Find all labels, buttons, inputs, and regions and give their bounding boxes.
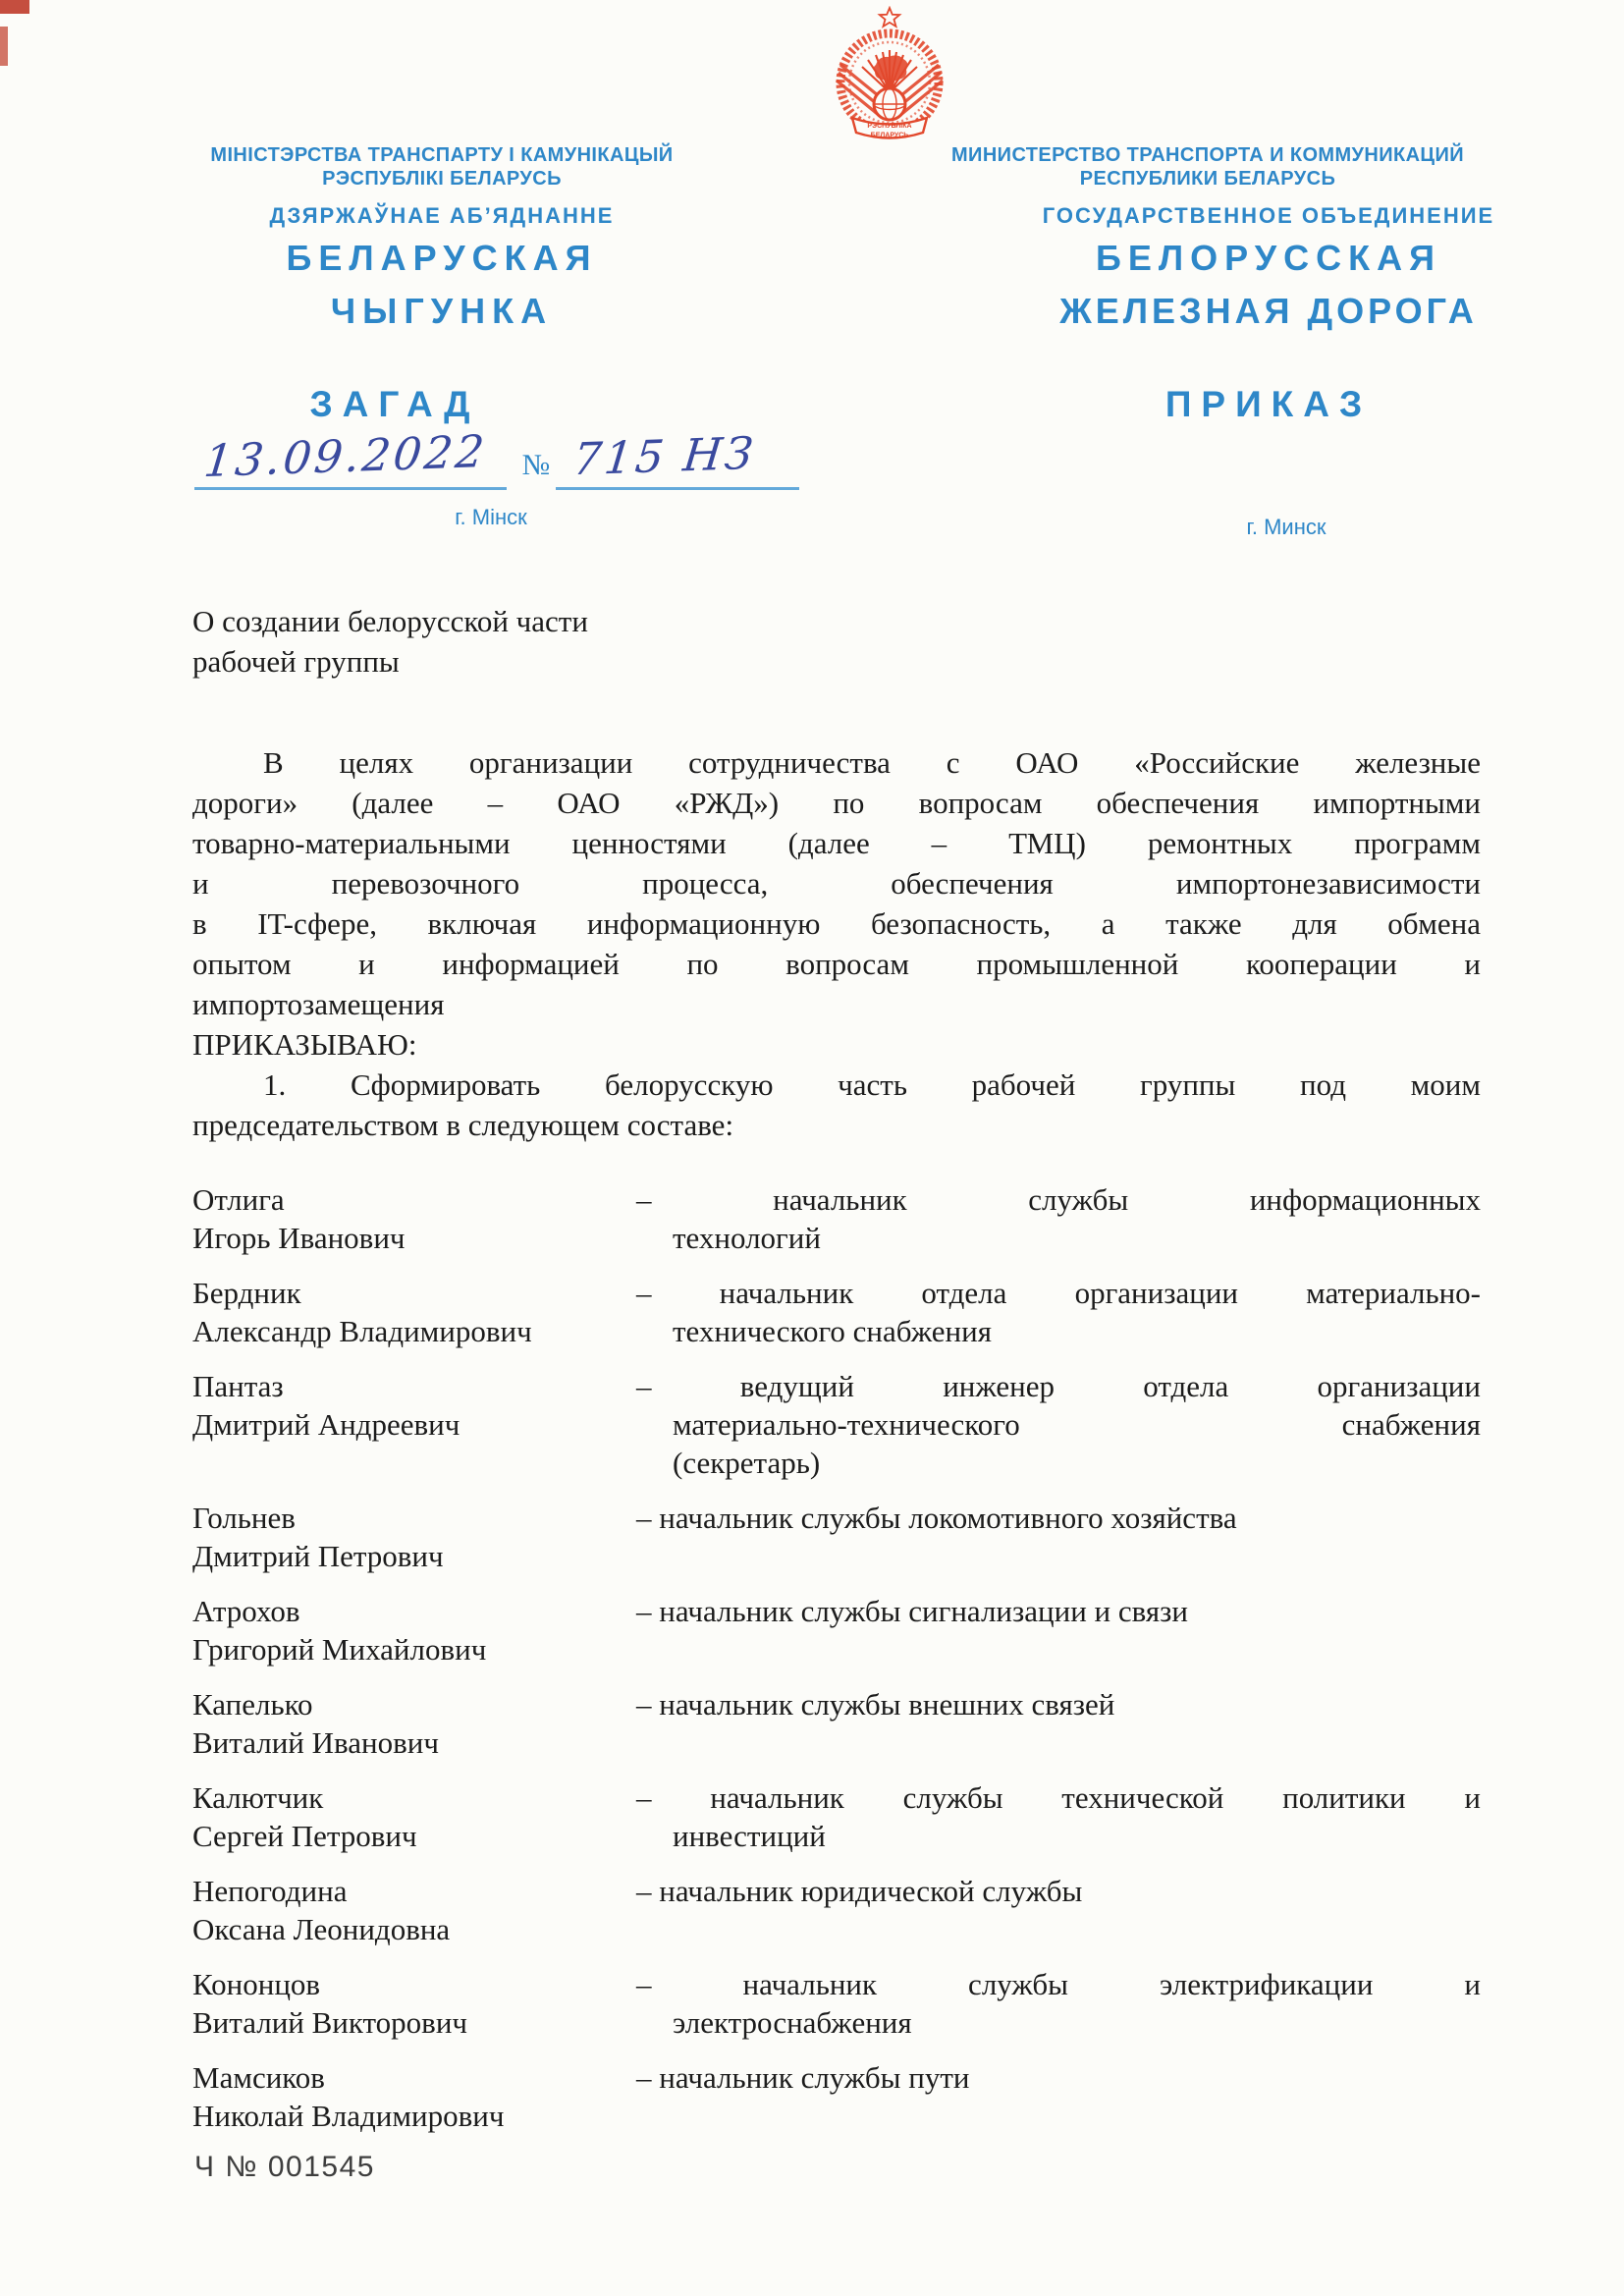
para-line: дороги» (далее – ОАО «РЖД») по вопросам обеспечения импортными (192, 786, 1481, 820)
organization-name-line1: БЕЛОРУССКАЯ (1096, 238, 1441, 278)
para-line: В целях организации сотрудничества с ОАО «Российские железные (263, 745, 1481, 780)
member-position: – ведущий инженер отдела организации (636, 1369, 1481, 1403)
member-position: – начальник службы внешних связей (636, 1687, 1115, 1722)
scan-artifact (0, 27, 8, 66)
association-name: ДЗЯРЖАЎНАЕ АБ’ЯДНАННЕ (269, 203, 615, 228)
member-surname: Капелько (192, 1687, 313, 1722)
belarus-contour (874, 55, 908, 82)
member-fullname: Игорь Иванович (192, 1221, 406, 1255)
member-fullname: Виталий Иванович (192, 1725, 439, 1760)
subject-line: О создании белорусской части (192, 604, 588, 638)
member-fullname: Александр Владимирович (192, 1314, 532, 1348)
handwritten-date: 13.09.2022 (201, 424, 490, 488)
item-line: председательством в следующем составе: (192, 1108, 734, 1142)
organization-name-line1: БЕЛАРУСКАЯ (286, 238, 598, 278)
order-body (192, 742, 1481, 2135)
city-minsk-belarusian: г. Мінск (455, 505, 527, 529)
document-type-belarusian: ЗАГАД (309, 384, 480, 424)
organization-name-line2: ЧЫГУНКА (330, 291, 554, 331)
para-line: и перевозочного процесса, обеспечения импортонезависимости (192, 866, 1481, 901)
member-surname: Пантаз (192, 1369, 284, 1403)
member-fullname: Дмитрий Петрович (192, 1539, 444, 1573)
ministry-name-line2: РЕСПУБЛИКИ БЕЛАРУСЬ (1079, 168, 1336, 190)
handwritten-number: 715 НЗ (570, 426, 759, 486)
para-line: в IT-сфере, включая информационную безопасность, а также для обмена (192, 906, 1481, 941)
para-line: опытом и информацией по вопросам промышленной кооперации и (192, 947, 1481, 981)
member-surname: Мамсиков (192, 2060, 325, 2095)
member-position: – начальник службы технической политики и (636, 1780, 1481, 1815)
member-surname: Калютчик (192, 1780, 324, 1815)
city-minsk-russian: г. Минск (1246, 515, 1326, 539)
organization-name-line2: ЖЕЛЕЗНАЯ ДОРОГА (1059, 291, 1478, 331)
member-fullname: Григорий Михайлович (192, 1632, 487, 1667)
scan-artifact (0, 0, 29, 14)
member-position: (секретарь) (673, 1446, 821, 1480)
member-position: – начальник службы информационных (636, 1182, 1481, 1217)
document-type-russian: ПРИКАЗ (1164, 384, 1373, 424)
member-fullname: Николай Владимирович (192, 2099, 505, 2133)
member-position: – начальник службы электрификации и (636, 1967, 1481, 2001)
para-line: товарно-материальными ценностями (далее – ТМЦ) ремонтных программ (192, 826, 1481, 860)
member-surname: Отлига (192, 1182, 285, 1217)
member-surname: Бердник (192, 1276, 301, 1310)
member-position: – начальник службы пути (636, 2060, 970, 2095)
members-list (192, 1180, 1481, 2135)
subject-heading (192, 601, 588, 682)
member-position: технического снабжения (673, 1314, 992, 1348)
member-position: материально-технического снабжения (673, 1407, 1481, 1442)
member-position: – начальник службы сигнализации и связи (636, 1594, 1188, 1628)
member-surname: Атрохов (192, 1594, 300, 1628)
member-fullname: Сергей Петрович (192, 1819, 417, 1853)
number-sign: № (521, 449, 551, 481)
ribbon-text-1: РЭСПУБЛІКА (867, 123, 912, 130)
letterhead-russian (933, 143, 1495, 425)
member-surname: Непогодина (192, 1874, 348, 1908)
coat-of-arms-belarus (827, 6, 952, 145)
member-fullname: Оксана Леонидовна (192, 1912, 451, 1946)
member-position: – начальник отдела организации материально- (636, 1276, 1481, 1310)
ministry-name-line2: РЭСПУБЛІКІ БЕЛАРУСЬ (322, 168, 562, 190)
para-line: импортозамещения (192, 987, 445, 1021)
member-position: электроснабжения (673, 2005, 912, 2040)
association-name: ГОСУДАРСТВЕННОЕ ОБЪЕДИНЕНИЕ (1042, 203, 1495, 228)
blank-form-number: Ч № 001545 (194, 2151, 375, 2183)
ministry-name-line1: МИНИСТЕРСТВО ТРАНСПОРТА И КОММУНИКАЦИЙ (951, 144, 1464, 166)
order-word: ПРИКАЗЫВАЮ: (192, 1027, 417, 1062)
letterhead-belarusian (177, 143, 707, 425)
member-surname: Гольнев (192, 1501, 296, 1535)
item-line: 1. Сформировать белорусскую часть рабочей группы под моим (263, 1067, 1481, 1102)
member-fullname: Виталий Викторович (192, 2005, 467, 2040)
member-surname: Кононцов (192, 1967, 321, 2001)
subject-line: рабочей группы (192, 644, 400, 679)
date-number-line (194, 424, 799, 490)
date-underline (194, 424, 507, 490)
ministry-name-line1: МІНІСТЭРСТВА ТРАНСПАРТУ І КАМУНІКАЦЫЙ (210, 144, 674, 166)
star-icon (880, 8, 899, 27)
member-position: – начальник службы локомотивного хозяйства (636, 1501, 1237, 1535)
member-fullname: Дмитрий Андреевич (192, 1407, 460, 1442)
member-position: инвестиций (673, 1819, 826, 1853)
member-position: технологий (673, 1221, 821, 1255)
member-position: – начальник юридической службы (636, 1874, 1083, 1908)
ribbon-text-2: БЕЛАРУСЬ (870, 132, 909, 139)
number-underline (556, 426, 798, 490)
